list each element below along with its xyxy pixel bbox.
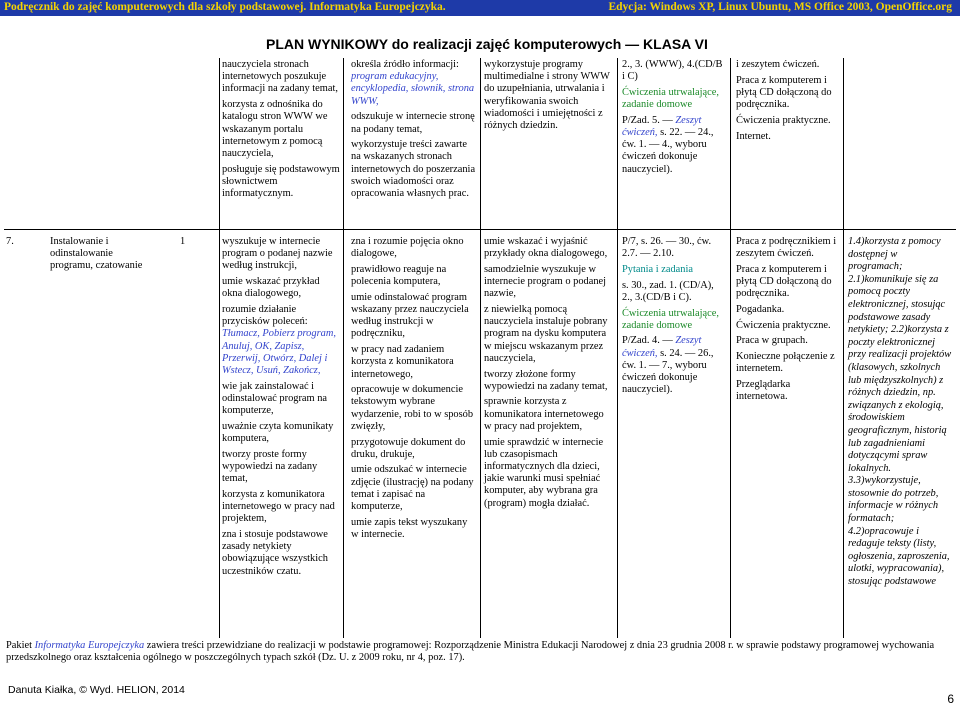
row2-media-item: Praca z komputerem i płytą CD dołączoną do podręcznika.: [736, 263, 832, 300]
row1-media-item: Ćwiczenia praktyczne.: [736, 114, 831, 126]
row1-tasks-homework-label: Ćwiczenia utrwalające, zadanie domowe: [622, 86, 719, 111]
row2-media-cell: [736, 236, 842, 407]
footer-note: [6, 640, 946, 665]
row2-ext-item: prawidłowo reaguje na polecenia komputera,: [351, 263, 447, 288]
row1-basic-item: nauczyciela stronach internetowych poszukuje informacji na zadany temat,: [222, 59, 338, 95]
row2-adv-item: umie sprawdzić w internecie lub czasopismach informatycznych dla dzieci, jakie warunki musi spełniać komputer, aby wybrana gra (program) mogła działać.: [484, 436, 604, 509]
row2-adv-item: umie wskazać i wyjaśnić przykłady okna dialogowego,: [484, 236, 608, 260]
row2-ext-item: umie odszukać w internecie zdjęcie (ilustrację) na podany temat i zapisać na komputerze,: [351, 464, 474, 513]
table-line: [219, 58, 220, 638]
row2-ext-item: w pracy nad zadaniem korzysta z komunikatora internetowego,: [351, 344, 454, 380]
row2-hours: 1: [180, 236, 186, 247]
row2-basic-item: zna i stosuje podstawowe zasady netykiety obowiązujące wszystkich uczestników czatu.: [222, 528, 328, 577]
row2-basic-buttons: Tłumacz, Pobierz program, Anuluj, OK, Zapisz, Przerwij, Otwórz, Dalej i Wstecz, Usuń, Zakończ,: [222, 328, 336, 377]
table-line: [617, 58, 618, 638]
row2-tasks-homework-label: Ćwiczenia utrwalające, zadanie domowe: [622, 307, 719, 331]
row1-ext-sources: program edukacyjny, encyklopedia, słownik, strona WWW,: [351, 71, 475, 107]
row2-adv-item: tworzy złożone formy wypowiedzi na zadany temat,: [484, 368, 608, 392]
page-title: PLAN WYNIKOWY do realizacji zajęć komputerowych — KLASA VI: [266, 36, 708, 52]
row1-basic-item: posługuje się podstawowym słownictwem informatycznym.: [222, 163, 340, 200]
row2-tasks-refs: P/7, s. 26. — 30., ćw. 2.7. — 2.10.: [622, 236, 712, 260]
row2-adv-item: z niewielką pomocą nauczyciela instaluje pobrany program na dysku komputera w miejscu wskazanym przez nauczyciela,: [484, 304, 608, 364]
header-left-text: Podręcznik do zajęć komputerowych dla szkoły podstawowej. Informatyka Europejczyka.: [4, 1, 446, 13]
row2-tasks-refs2: s. 30., zad. 1. (CD/A), 2., 3.(CD/B i C).: [622, 279, 714, 303]
row2-basic-item: uważnie czyta komunikaty komputera,: [222, 420, 334, 445]
footer-note-prefix: Pakiet: [6, 640, 32, 651]
row2-number: 7.: [6, 236, 14, 247]
row2-advanced-cell: [484, 236, 613, 513]
row2-tasks-zad: P/Zad. 4. —: [622, 335, 673, 347]
row1-advanced-cell: [484, 59, 613, 136]
row1-basic-item: korzysta z odnośnika do katalogu stron WWW we wskazanym portalu internetowym z pomocą nauczyciela,: [222, 99, 328, 159]
footer-note-text: zawiera treści przewidziane do realizacji w podstawie programowej: Rozporządzenie Ministra Edukacji Narodowej z dnia 23 grudnia 2008 r. w sprawie podstawy programowej wychowania przedszkolnego oraz kształcenia ogólnego w poszczególnych typach szkół (Dz. U. z 2009 roku, nr 4, poz. 17).: [6, 640, 935, 664]
row1-media-cell: [736, 59, 842, 146]
row1-ext-item: odszukuje w internecie stronę na podany temat,: [351, 111, 475, 135]
footer-note-package-name: Informatyka Europejczyka: [34, 640, 145, 651]
header-right-text: Edycja: Windows XP, Linux Ubuntu, MS Office 2003, OpenOffice.org: [608, 1, 952, 13]
row1-media-item: Praca z komputerem i płytą CD dołączoną do podręcznika.: [736, 74, 832, 111]
row2-basic-item: tworzy proste formy wypowiedzi na zadany temat,: [222, 448, 318, 485]
row1-adv-text: wykorzystuje programy multimedialne i strony WWW do uzupełniania, utrwalania i weryfikowania swoich wiadomości i umiejętności z różnych dziedzin.: [484, 59, 610, 132]
table-line: [730, 58, 731, 638]
row2-basic-cell: [222, 236, 340, 581]
row2-basic-item: wie jak zainstalować i odinstalować program na komputerze,: [222, 380, 328, 417]
row2-media-item: Ćwiczenia praktyczne.: [736, 319, 831, 331]
row2-basic-item: rozumie działanie przycisków poleceń:: [222, 304, 308, 328]
row2-topic: Instalowanie i odinstalowanie programu, czatowanie: [50, 236, 143, 272]
row2-tasks-workbook: Zeszyt ćwiczeń,: [622, 335, 702, 359]
row2-media-item: Praca z podręcznikiem i zeszytem ćwiczeń.: [736, 236, 837, 260]
row1-basic-cell: [222, 59, 340, 204]
row2-media-item: Pogadanka.: [736, 304, 785, 316]
row2-media-item: Konieczne połączenie z internetem.: [736, 351, 835, 375]
row2-ext-item: zna i rozumie pojęcia okno dialogowe,: [351, 236, 464, 260]
row2-basic-item: umie wskazać przykład okna dialogowego,: [222, 276, 320, 300]
row2-adv-item: sprawnie korzysta z komunikatora internetowego w pracy nad projektem,: [484, 396, 604, 432]
table-line: [343, 58, 344, 638]
row1-media-item: i zeszytem ćwiczeń.: [736, 59, 820, 70]
row2-tasks-pages: s. 24. — 26., ćw. 1. — 7., wyboru ćwiczeń dokonuje nauczyciel).: [622, 347, 714, 396]
row1-ext-intro: określa źródło informacji:: [351, 59, 459, 70]
row2-tasks-questions-label: Pytania i zadania: [622, 263, 693, 275]
row1-ext-item: wykorzystuje treści zawarte na wskazanych stronach internetowych do poszerzania swoich wiadomości oraz opracowania własnych prac.: [351, 139, 476, 200]
row2-tasks-cell: [622, 236, 726, 400]
row2-basic-item: korzysta z komunikatora internetowego w pracy nad projektem,: [222, 488, 335, 525]
row1-tasks-zad: P/Zad. 5. —: [622, 114, 673, 126]
row2-extended-cell: [351, 236, 477, 545]
row1-tasks-workbook: Zeszyt ćwiczeń,: [622, 114, 702, 139]
table-line: [843, 58, 844, 638]
table-line: [480, 58, 481, 638]
row2-ext-item: przygotowuje dokument do druku, drukuje,: [351, 436, 466, 460]
row2-ext-item: umie zapis tekst wyszukany w internecie.: [351, 516, 468, 540]
page-header-bar: [0, 0, 960, 16]
table-row-divider: [4, 229, 956, 230]
row1-tasks-pages: s. 22. — 24., ćw. 1. — 4., wyboru ćwiczeń dokonuje nauczyciel).: [622, 127, 714, 175]
row1-tasks-cell: [622, 59, 726, 179]
row2-ext-item: opracowuje w dokumencie tekstowym wybrane wydarzenie, robi to w sposób zwięzły,: [351, 384, 474, 432]
row1-tasks-refs: 2., 3. (WWW), 4.(CD/B i C): [622, 59, 723, 83]
page-number: 6: [947, 692, 954, 706]
row2-adv-item: samodzielnie wyszukuje w internecie program o podanej nazwie,: [484, 263, 607, 300]
row2-media-item: Przeglądarka internetowa.: [736, 379, 791, 403]
author-credit: Danuta Kiałka, © Wyd. HELION, 2014: [8, 684, 185, 696]
row2-basic-item: wyszukuje w internecie program o podanej nazwie według instrukcji,: [222, 236, 333, 272]
row2-crosscurricular-cell: 1.4)korzysta z pomocy dostępnej w programach; 2.1)komunikuje się za pomocą poczty elektronicznej, stosując podstawowe zasady netykiety; 2.2)korzysta z poczty elektronicznej przy realizacji projektów (klasowych, szkolnych lub międzyszkolnych) z różnych dziedzin, np. związanych z ekologią, środowiskiem geograficznym, historią lub zagadnieniami dotyczącymi spraw lokalnych. 3.3)wykorzystuje, stosownie do potrzeb, informacje w różnych formatach; 4.2)opracowuje i redaguje teksty (listy, ogłoszenia, zaproszenia, ulotki, wypracowania), stosując podstawowe: [848, 236, 952, 588]
row2-ext-item: umie odinstalować program wskazany przez nauczyciela według instrukcji w podręczniku,: [351, 291, 469, 340]
row1-extended-cell: [351, 59, 477, 204]
row2-media-item: Praca w grupach.: [736, 335, 808, 347]
row1-media-item: Internet.: [736, 130, 771, 142]
